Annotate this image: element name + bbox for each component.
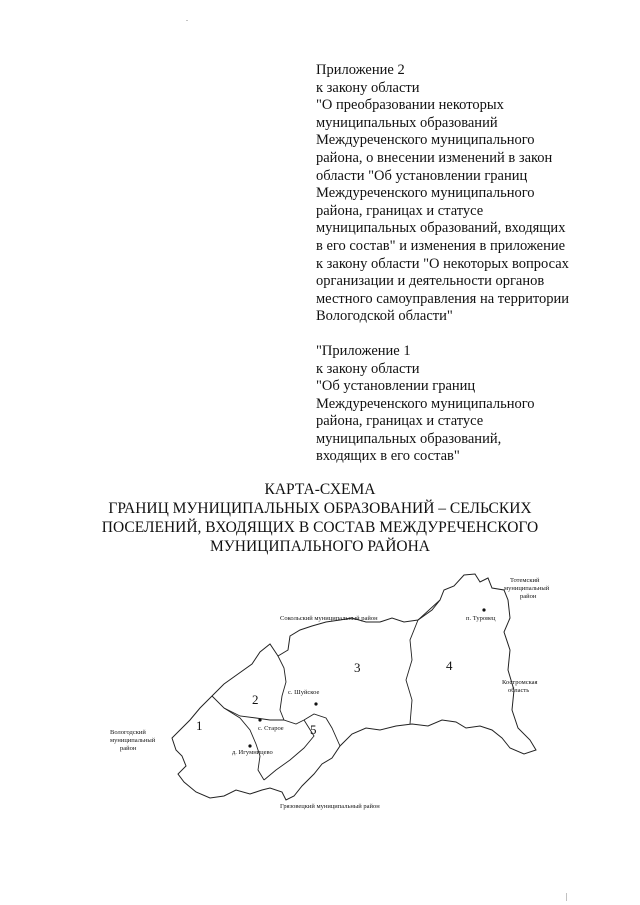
title-line: МУНИЦИПАЛЬНОГО РАЙОНА <box>210 538 430 555</box>
neighbor-label-kostroma: Костромская <box>502 679 538 686</box>
boundary-3-4 <box>406 600 440 724</box>
settlement-label-shuyskoye: с. Шуйское <box>288 689 320 696</box>
appendix1-line: Междуреченского муниципального <box>316 395 535 412</box>
title-line: КАРТА-СХЕМА <box>264 481 376 498</box>
neighbor-label-totemsky: район <box>520 593 537 600</box>
appendix1-line: входящих в его состав" <box>316 448 460 465</box>
neighbor-label-sokolsky: Сокольский муниципальный район <box>280 615 378 622</box>
neighbor-label-vologodsky: Вологодский <box>110 729 146 736</box>
boundary-1-2 <box>212 696 264 780</box>
appendix-line: организации и деятельности органов <box>316 273 545 290</box>
appendix-line: области "Об установлении границ <box>316 167 528 184</box>
appendix1-line: района, границах и статусе <box>316 413 484 430</box>
settlement-dot-shuyskoye <box>314 702 317 705</box>
settlement-dot-staroye <box>258 718 261 721</box>
appendix1-line: "Приложение 1 <box>316 342 411 359</box>
settlement-number: 2 <box>252 692 259 707</box>
appendix1-line: "Об установлении границ <box>316 378 476 395</box>
neighbor-label-totemsky: муниципальный <box>504 585 550 592</box>
appendix-line: к закону области <box>316 79 420 96</box>
appendix-line: Вологодской области" <box>316 308 453 325</box>
settlement-number: 3 <box>354 660 361 675</box>
appendix-line: местного самоуправления на территории <box>316 290 569 307</box>
settlement-boundary-map <box>100 560 620 820</box>
settlement-number: 1 <box>196 718 203 733</box>
neighbor-label-kostroma: область <box>508 687 530 694</box>
settlement-label-igumnitsevo: д. Игумницево <box>232 749 273 756</box>
settlement-number: 5 <box>310 722 317 737</box>
appendix-line: "О преобразовании некоторых <box>316 97 504 114</box>
settlement-dot-igumnitsevo <box>248 744 251 747</box>
appendix-line: района, о внесении изменений в закон <box>316 149 553 166</box>
appendix1-line: муниципальных образований, <box>316 430 502 447</box>
district-outline <box>172 574 536 800</box>
settlement-dot-turovets <box>482 608 485 611</box>
neighbor-label-vologodsky: район <box>120 745 137 752</box>
neighbor-label-vologodsky: муниципальный <box>110 737 156 744</box>
appendix-line: Междуреченского муниципального <box>316 185 535 202</box>
title-line: ПОСЕЛЕНИЙ, ВХОДЯЩИХ В СОСТАВ МЕЖДУРЕЧЕНСКОГО <box>101 519 539 536</box>
spacer <box>316 326 616 343</box>
document-title <box>0 480 640 556</box>
appendix-line: Приложение 2 <box>316 62 405 78</box>
appendix-line: Междуреченского муниципального <box>316 132 535 149</box>
appendix-line: муниципальных образований <box>316 114 498 131</box>
page-mark: | <box>566 892 568 901</box>
appendix1-line: к закону области <box>316 360 420 377</box>
neighbor-label-gryazovetsky: Грязовецкий муниципальный район <box>280 803 380 810</box>
settlement-number: 4 <box>446 658 453 673</box>
appendix-header <box>316 62 616 466</box>
appendix-line: района, границах и статусе <box>316 202 484 219</box>
page-mark: . <box>186 14 188 23</box>
neighbor-label-totemsky: Тотемский <box>510 577 540 584</box>
settlement-label-turovets: п. Туровец <box>466 615 496 622</box>
title-line: ГРАНИЦ МУНИЦИПАЛЬНЫХ ОБРАЗОВАНИЙ – СЕЛЬСКИХ <box>108 500 532 517</box>
appendix-line: к закону области "О некоторых вопросах <box>316 255 569 272</box>
settlement-label-staroye: с. Старое <box>258 725 284 732</box>
appendix-line: в его состав" и изменения в приложение <box>316 237 566 254</box>
appendix-line: муниципальных образований, входящих <box>316 220 566 237</box>
